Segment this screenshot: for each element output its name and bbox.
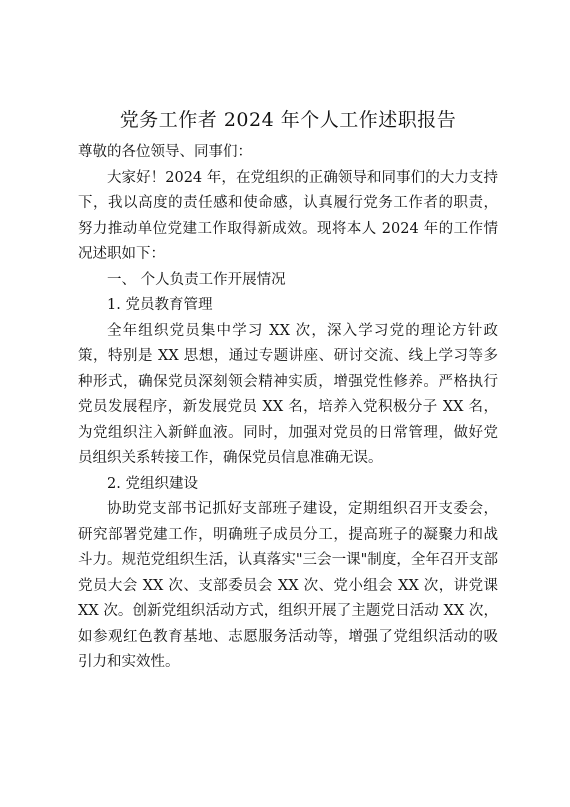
paragraph-party-organization-building: 协助党支部书记抓好支部班子建设，定期组织召开支委会，研究部署党建工作，明确班子成员分工，提高班子的凝聚力和战斗力。规范党组织生活，认真落实"三会一课"制度，全年召开支部党员大会 XX 次、支部委员会 XX 次、党小组会 XX 次，讲党课 XX 次。创新党组织活动方式，组织开展了主题党日活动 XX 次，如参观红色教育基地、志愿服务活动等，增强了党组织活动的吸引力和实效性。 <box>78 501 498 670</box>
subheading-party-organization-building: 2. 党组织建设 <box>107 475 198 492</box>
paragraph-intro: 大家好！2024 年，在党组织的正确领导和同事们的大力支持下，我以高度的责任感和使命感，认真履行党务工作者的职责，努力推动单位党建工作取得新成效。现将本人 2024 年的工作情况述职如下： <box>78 169 498 262</box>
document-page <box>78 100 498 676</box>
paragraph-party-member-education: 全年组织党员集中学习 XX 次，深入学习党的理论方针政策，特别是 XX 思想，通过专题讲座、研讨交流、线上学习等多种形式，确保党员深刻领会精神实质，增强党性修养。严格执行党员发展程序，新发展党员 XX 名，培养入党积极分子 XX 名，为党组织注入新鲜血液。同时，加强对党员的日常管理，做好党员组织关系转接工作，确保党员信息准确无误。 <box>78 322 498 466</box>
document-title: 党务工作者 2024 年个人工作述职报告 <box>119 109 457 131</box>
subheading-party-member-education: 1. 党员教育管理 <box>107 297 213 313</box>
salutation: 尊敬的各位领导、同事们： <box>78 144 252 160</box>
section-heading-1: 一、 个人负责工作开展情况 <box>107 271 286 288</box>
